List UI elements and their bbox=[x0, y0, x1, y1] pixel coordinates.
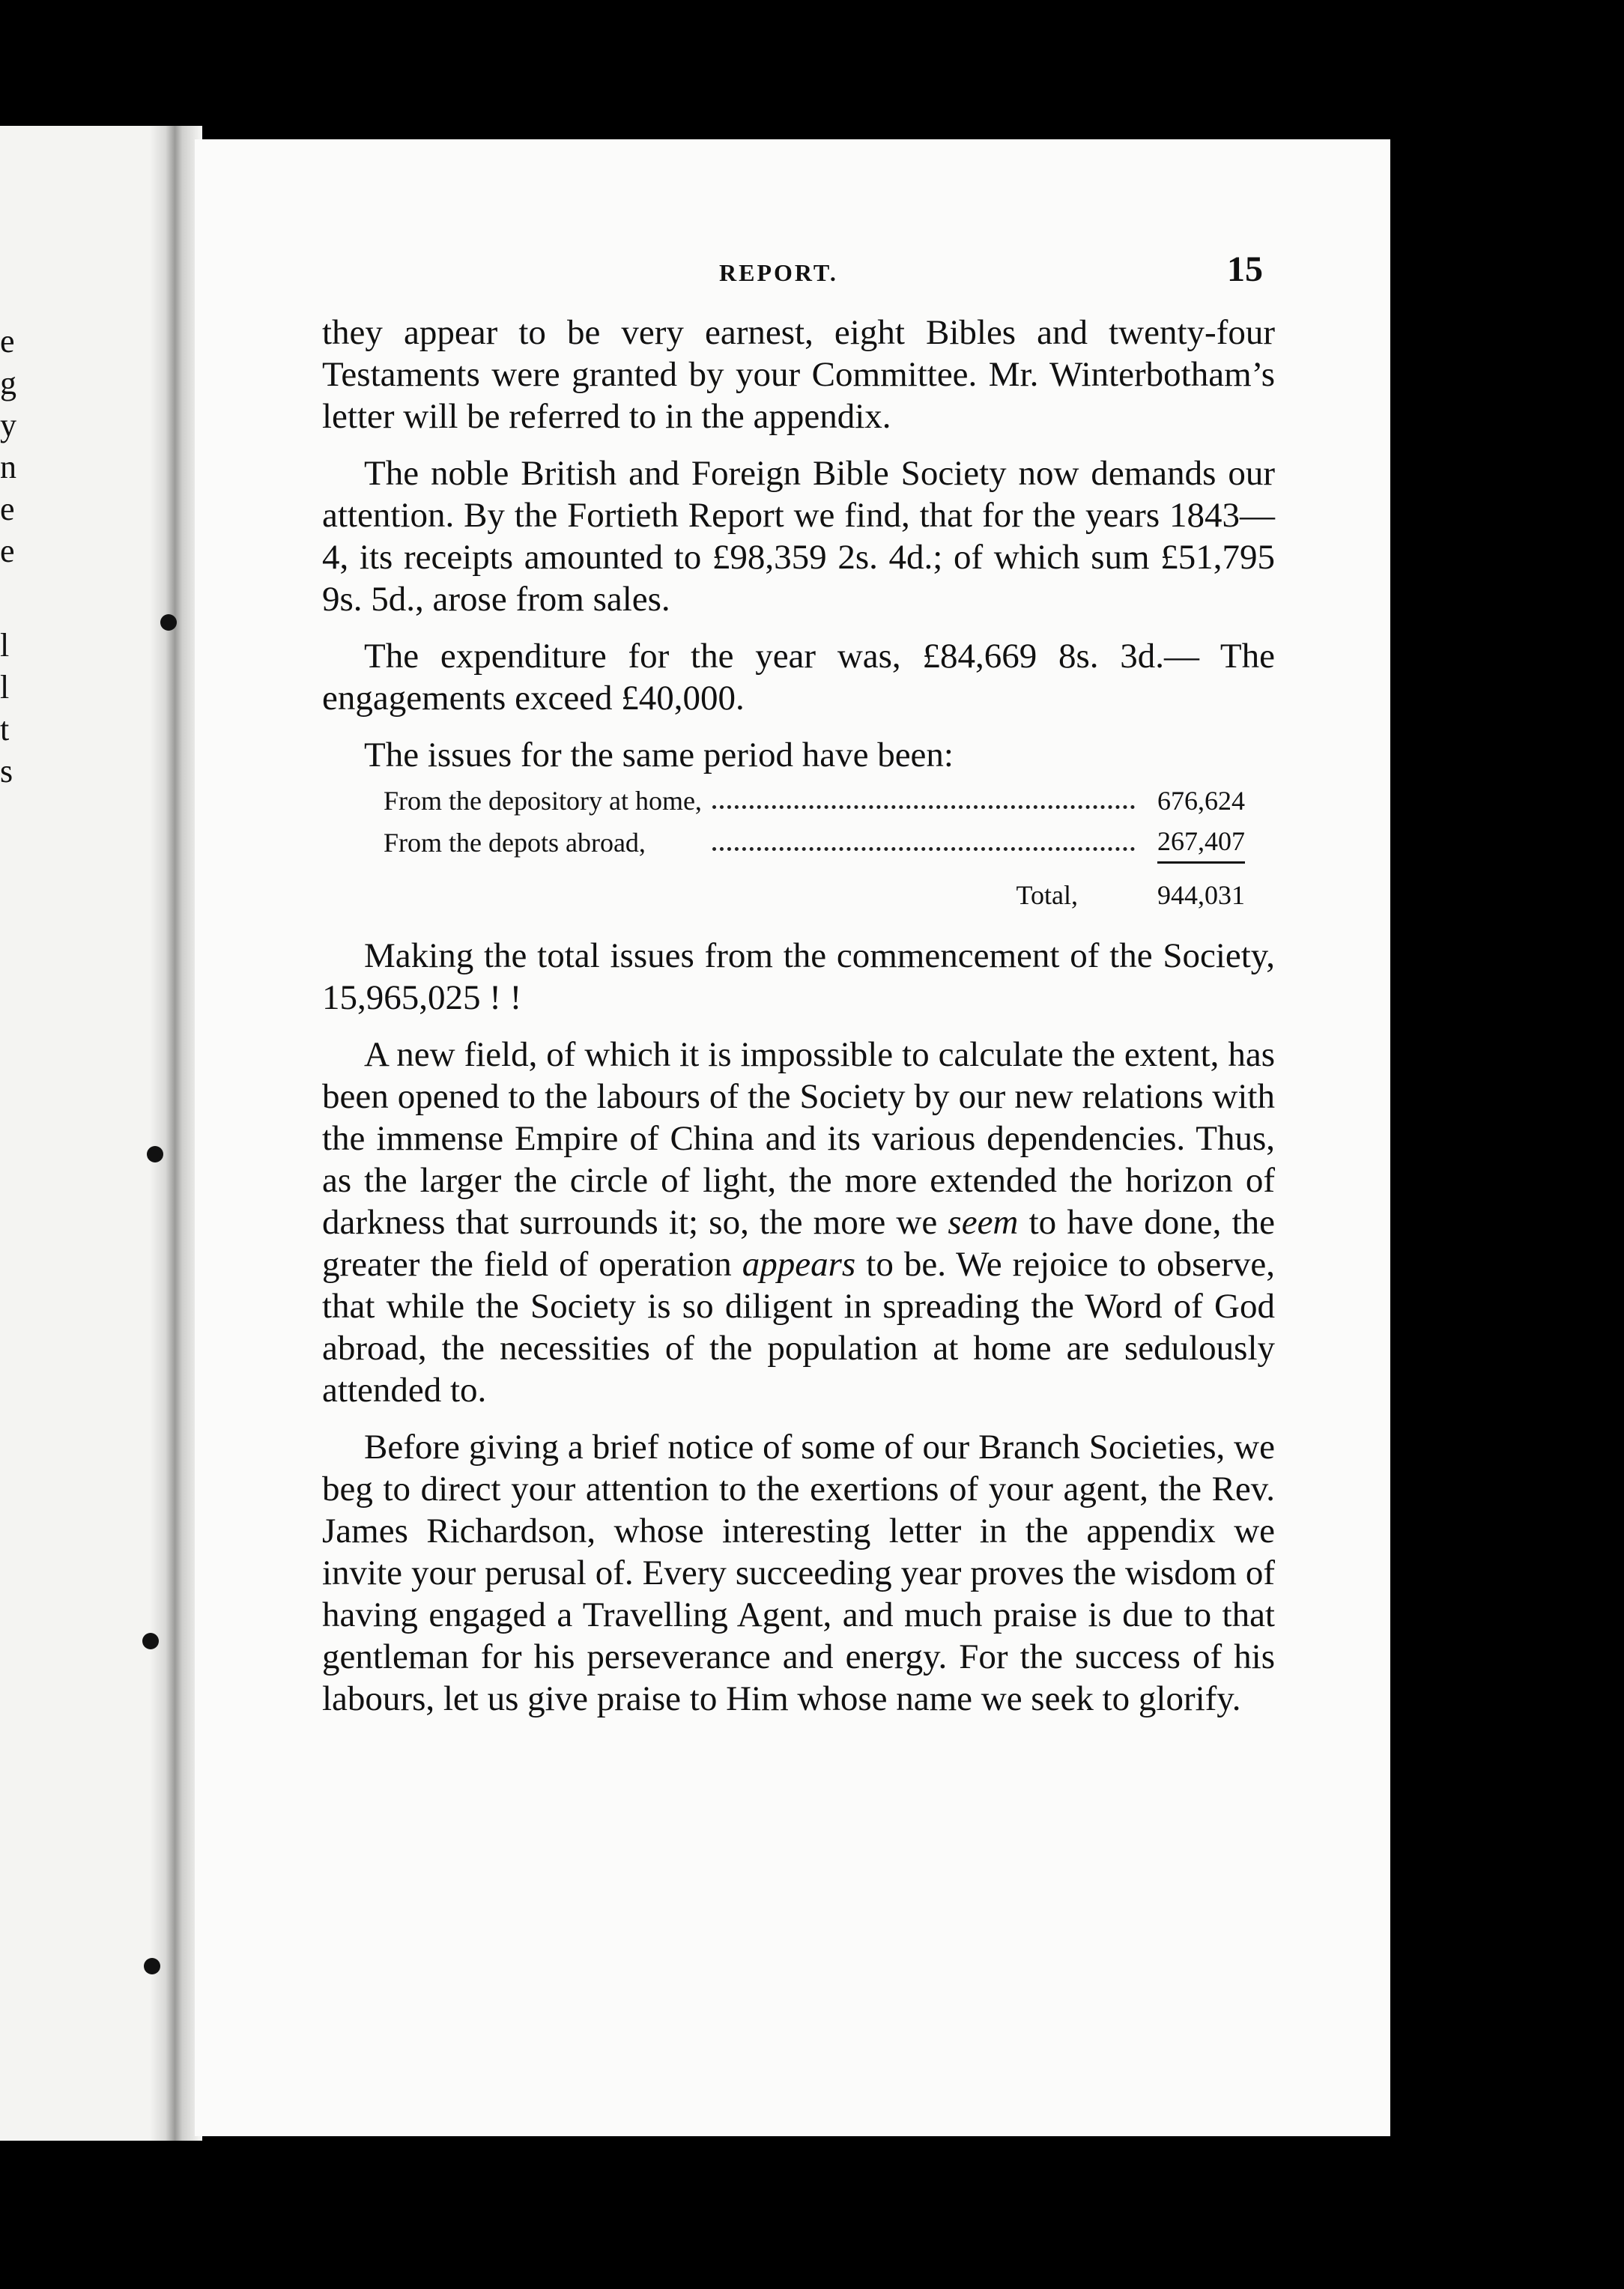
total-row bbox=[384, 863, 1245, 915]
left-fragment: y bbox=[0, 407, 16, 443]
left-fragment: e bbox=[0, 323, 15, 360]
paragraph: they appear to be very earnest, eight Bibles and twenty-four Testaments were granted by your Committee. Mr. Winterbotham’s letter will be referred to in the appendix. bbox=[322, 313, 1275, 436]
left-fragment: g bbox=[0, 365, 16, 401]
paragraph: Before giving a brief notice of some of our Branch Societies, we beg to direct your attention to the exertions of your agent, the Rev. James Richardson, whose interesting letter in the appendix we invite your perusal of. Every succeeding year proves the wisdom of having engaged a Travelling Agent, and much praise is due to that gentleman for his perseverance and energy. For the success of his labours, let us give praise to Him whose name we seek to glorify. bbox=[322, 1427, 1275, 1718]
paragraph: Making the total issues from the commencement of the Society, 15,965,025 ! ! bbox=[322, 936, 1275, 1017]
issue-label: From the depots abroad, bbox=[384, 827, 646, 858]
running-head: REPORT. bbox=[719, 259, 838, 286]
left-fragment: t bbox=[0, 711, 10, 748]
left-fragment: s bbox=[0, 753, 13, 789]
issue-value: 267,407 bbox=[1157, 826, 1245, 856]
binding-stitch bbox=[160, 614, 177, 631]
document-page bbox=[195, 139, 1390, 2136]
page-header bbox=[195, 249, 1390, 298]
total-value: 944,031 bbox=[1157, 863, 1245, 915]
left-fragment: l bbox=[0, 669, 10, 706]
binding-stitch bbox=[144, 1958, 160, 1974]
italic-text: seem bbox=[948, 1202, 1019, 1242]
table-row bbox=[384, 821, 1245, 863]
italic-text: appears bbox=[742, 1244, 856, 1284]
left-fragment: n bbox=[0, 449, 16, 485]
issue-label: From the depository at home, bbox=[384, 786, 702, 816]
issue-value: 676,624 bbox=[1157, 786, 1245, 816]
binding-stitch bbox=[147, 1146, 163, 1162]
total-label: Total, bbox=[1016, 879, 1078, 910]
left-fragment: e bbox=[0, 533, 15, 569]
paragraph: The noble British and Foreign Bible Society now demands our attention. By the Fortieth Report we find, that for the years 1843—4, its receipts amounted to £98,359 2s. 4d.; of which sum £51,795 9s. 5d., arose from sales. bbox=[322, 454, 1275, 619]
paragraph: The issues for the same period have been: bbox=[364, 736, 954, 774]
left-page-text-fragments bbox=[0, 321, 19, 792]
dot-leader bbox=[702, 821, 1157, 863]
table-row bbox=[384, 780, 1245, 821]
paragraph-text: A new field, of which it is impossible to calculate the extent, has been opened to the labours of the Society by our new relations with the immense Empire of China and its various dependencies. Thus, as the larger the circle of light, the more extended the horizon of darkness that surrounds it; so, the more we bbox=[322, 1034, 1275, 1242]
page-number: 15 bbox=[1227, 249, 1263, 289]
paragraph-text: to be. We rejoice to observe, that while the Society is so diligent in spreading the Word of God abroad, the necessities of the population at home are sedulously attended to. bbox=[322, 1244, 1275, 1410]
binding-stitch bbox=[142, 1633, 159, 1649]
dot-leader bbox=[702, 780, 1157, 821]
paragraph bbox=[322, 1034, 1275, 1411]
left-fragment: e bbox=[0, 491, 15, 527]
paragraph: The expenditure for the year was, £84,669 8s. 3d.— The engagements exceed £40,000. bbox=[322, 637, 1275, 718]
left-fragment: l bbox=[0, 627, 10, 664]
page-body bbox=[322, 312, 1275, 1735]
paragraph-text: to have done, the greater the field of operation bbox=[322, 1202, 1275, 1284]
issues-table bbox=[384, 780, 1245, 915]
